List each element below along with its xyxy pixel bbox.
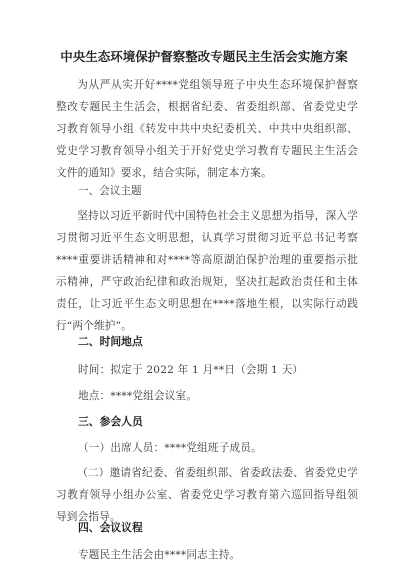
attendees-item-1: （一）出席人员：****党组班子成员。	[78, 442, 262, 454]
section-4-heading: 四、会议议程	[78, 521, 143, 534]
section-1-body: 坚持以习近平新时代中国特色社会主义思想为指导，深入学习贯彻习近平生态文明思想，认真学习贯彻习近平总书记考察****重要讲话精神和对****等高原湖泊保护治理的重要指示批示精神，严守政治纪律和政治规矩，坚决扛起政治责任和主体责任，让习近平生态文明思想在****落地生根，以实际行动践行“两个维护”。	[56, 210, 358, 332]
section-1-heading: 一、会议主题	[78, 185, 142, 197]
meeting-time: 时间：拟定于 2022 年 1 月**日（会期 1 天）	[78, 364, 304, 376]
meeting-place: 地点：****党组会议室。	[78, 390, 198, 402]
attendees-item-2: （二）邀请省纪委、省委组织部、省委政法委、省委党史学习教育领导小组办公室、省委党史学习教育第六巡回指导组领导到会指导。	[56, 467, 358, 523]
section-3-heading: 三、参会人员	[78, 415, 143, 428]
agenda-body: 专题民主生活会由****同志主持。	[78, 549, 241, 561]
intro-paragraph: 为从严从实开好****党组领导班子中央生态环境保护督察整改专题民主生活会，根据省纪委、省委组织部、省委党史学习教育领导小组《转发中共中央纪委机关、中共中央组织部、党史学习教育领导小组关于开好党史学习教育专题民主生活会文件的通知》要求，结合实际，制定本方案。	[56, 79, 358, 179]
document-title: 中央生态环境保护督察整改专题民主生活会实施方案	[60, 49, 348, 64]
section-2-heading: 二、时间地点	[78, 335, 143, 348]
